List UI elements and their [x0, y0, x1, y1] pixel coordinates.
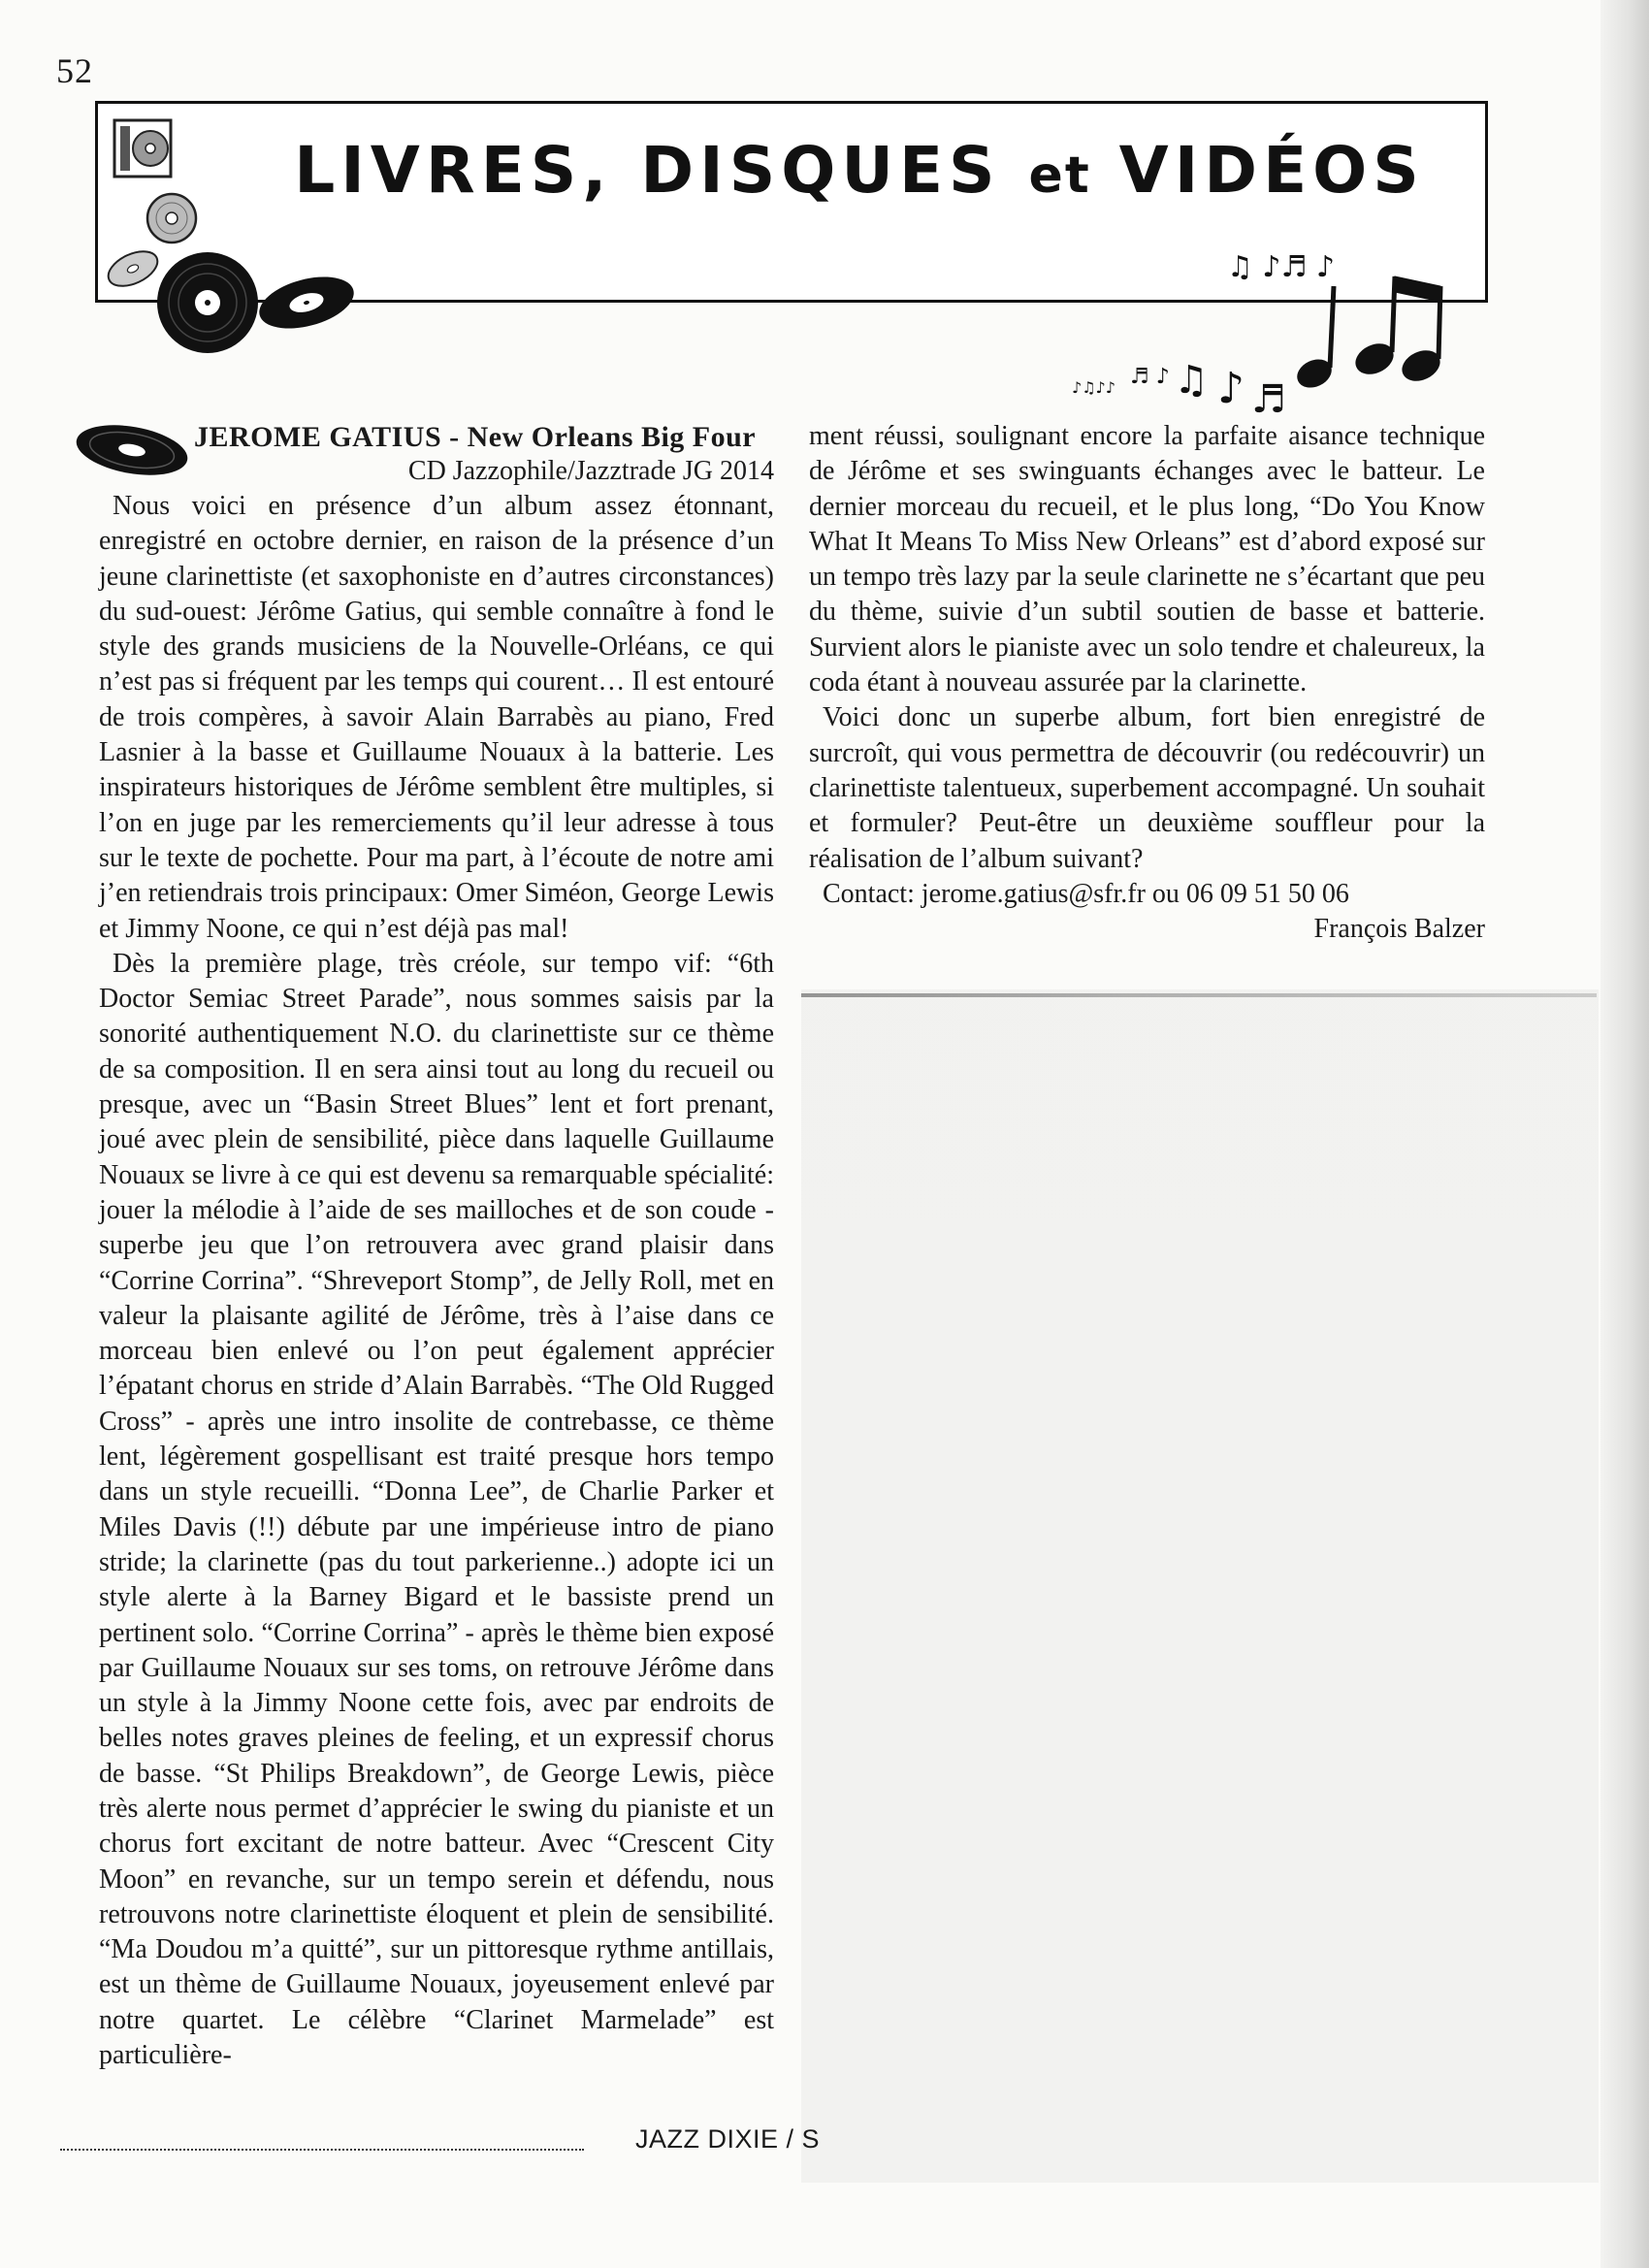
- faded-bleed-through-area: [801, 989, 1599, 2183]
- author-signature: François Balzer: [1313, 914, 1485, 945]
- page-number: 52: [56, 51, 93, 90]
- review-paragraph: Voici donc un superbe album, fort bien enregistré de surcroît, qui vous permettra de découvrir (ou redécouvrir) un clarinettiste talentueux, superbement accompagné. Un souhait et formuler? Peut-être un deuxième souffleur pour la réalisation de l’album suivant?: [809, 702, 1485, 874]
- page-edge-shadow: [1600, 0, 1649, 2268]
- cd-tilted-icon: [104, 249, 162, 288]
- contact-line: Contact: jerome.gatius@sfr.fr ou 06 09 51 50 06: [823, 878, 1349, 909]
- svg-text:♪: ♪: [1217, 364, 1245, 413]
- svg-text:♫: ♫: [1174, 358, 1209, 403]
- svg-text:♪♫♪♪: ♪♫♪♪: [1072, 378, 1116, 397]
- footer-publication: JAZZ DIXIE / S: [635, 2124, 821, 2154]
- review-paragraph: ment réussi, soulignant encore la parfaite aisance technique de Jérôme et ses swinguants échanges avec le batteur. Le dernier morceau du recueil, et le plus long, “Do You Know What It Means To Miss New Orleans” est d’abord exposé sur un tempo très lazy par la seule clarinette ne s’écartant que peu du thème, suivie d’un subtil soutien de basse et batterie. Survient alors le pianiste avec un solo tendre et chaleureux, la coda étant à nouveau assurée par la clarinette.: [809, 421, 1485, 698]
- svg-text:♬: ♬: [1251, 377, 1286, 422]
- music-notes-icon: [1072, 247, 1460, 427]
- review-paragraph: Nous voici en présence d’un album assez étonnant, enregistré en octobre dernier, en raison de la présence d’un jeune clarinettiste (et saxophoniste en d’autres circonstances) du sud-ouest: Jérôme Gatius, qui semble connaître à fond le style des grands musiciens de la Nouvelle-Orléans, ce qui n’est pas si fréquent par les temps qui courent… Il est entouré de trois compères, à savoir Alain Barrabès au piano, Fred Lasnier à la basse et Guillaume Nouaux à la batterie. Les inspirateurs historiques de Jérôme semblent être multiples, si l’on en juge par les remerciements qu’il leur adresse à tous sur le texte de pochette. Pour ma part, à l’écoute de notre ami j’en retiendrais trois principaux: Omer Siméon, George Lewis et Jimmy Noone, ce qui n’est déjà pas mal!: [99, 491, 774, 944]
- vinyl-tilted-icon: [253, 269, 360, 337]
- review-column-left: [99, 419, 774, 2073]
- review-title: JEROME GATIUS - New Orleans Big Four: [194, 421, 757, 453]
- review-paragraph: Dès la première plage, très créole, sur tempo vif: “6th Doctor Semiac Street Parade”, nous sommes saisis par la sonorité authentiquement N.O. du clarinettiste sur ce thème de sa composition. Il en sera ainsi tout au long du recueil ou presque, avec un “Basin Street Blues” lent et fort prenant, joué avec plein de sensibilité, pièce dans laquelle Guillaume Nouaux se livre à ce qui est devenu sa remarquable spécialité: jouer la mélodie à l’aide de ses mailloches et de son coude - superbe jeu que l’on retrouvera avec grand plaisir dans “Corrine Corrina”. “Shreveport Stomp”, de Jelly Roll, met en valeur la plaisante agilité de Jérôme, très à l’aise dans ce morceau bien enlevé ou l’on peut également apprécier l’épatant chorus en stride d’Alain Barrabès. “The Old Rugged Cross” - après une intro insolite de contrebasse, ce thème lent, légèrement gospellisant est traité presque hors tempo dans un style recueilli. “Donna Lee”, de Charlie Parker et Miles Davis (!!) débute par une impérieuse intro de piano stride; la clarinette (pas du tout parkerienne..) adopte ici un style alerte à la Barney Bigard et le bassiste prend un pertinent solo. “Corrine Corrina” - après le thème bien exposé par Guillaume Nouaux sur ses toms, on retrouve Jérôme dans un style à la Jimmy Noone cette fois, avec par endroits de belles notes graves pleines de feeling, et un expressif chorus de basse. “St Philips Breakdown”, de George Lewis, pièce très alerte nous permet d’apprécier le swing du pianiste et un chorus fort excitant de notre batteur. Avec “Crescent City Moon” en revanche, sur un tempo serein et défendu, nous retrouvons notre clarinettiste éloquent et plein de sensibilité. “Ma Doudou m’a quitté”, sur un pittoresque rythme antillais, est un thème de Guillaume Nouaux, joyeusement enlevé par notre quartet. Le célèbre “Clarinet Marmelade” est particulière-: [99, 948, 774, 2071]
- review-column-right: [809, 419, 1485, 947]
- footer-dotted-rule: [60, 2149, 584, 2151]
- record-label: CD Jazzophile/Jazztrade JG 2014: [407, 456, 774, 486]
- vinyl-record-icon: [154, 249, 261, 356]
- section-title: LIVRES, DISQUES et VIDÉOS: [294, 133, 1425, 208]
- svg-text:♫ ♪♬ ♪: ♫ ♪♬ ♪: [1227, 250, 1336, 284]
- svg-text:♬ ♪: ♬ ♪: [1130, 365, 1170, 389]
